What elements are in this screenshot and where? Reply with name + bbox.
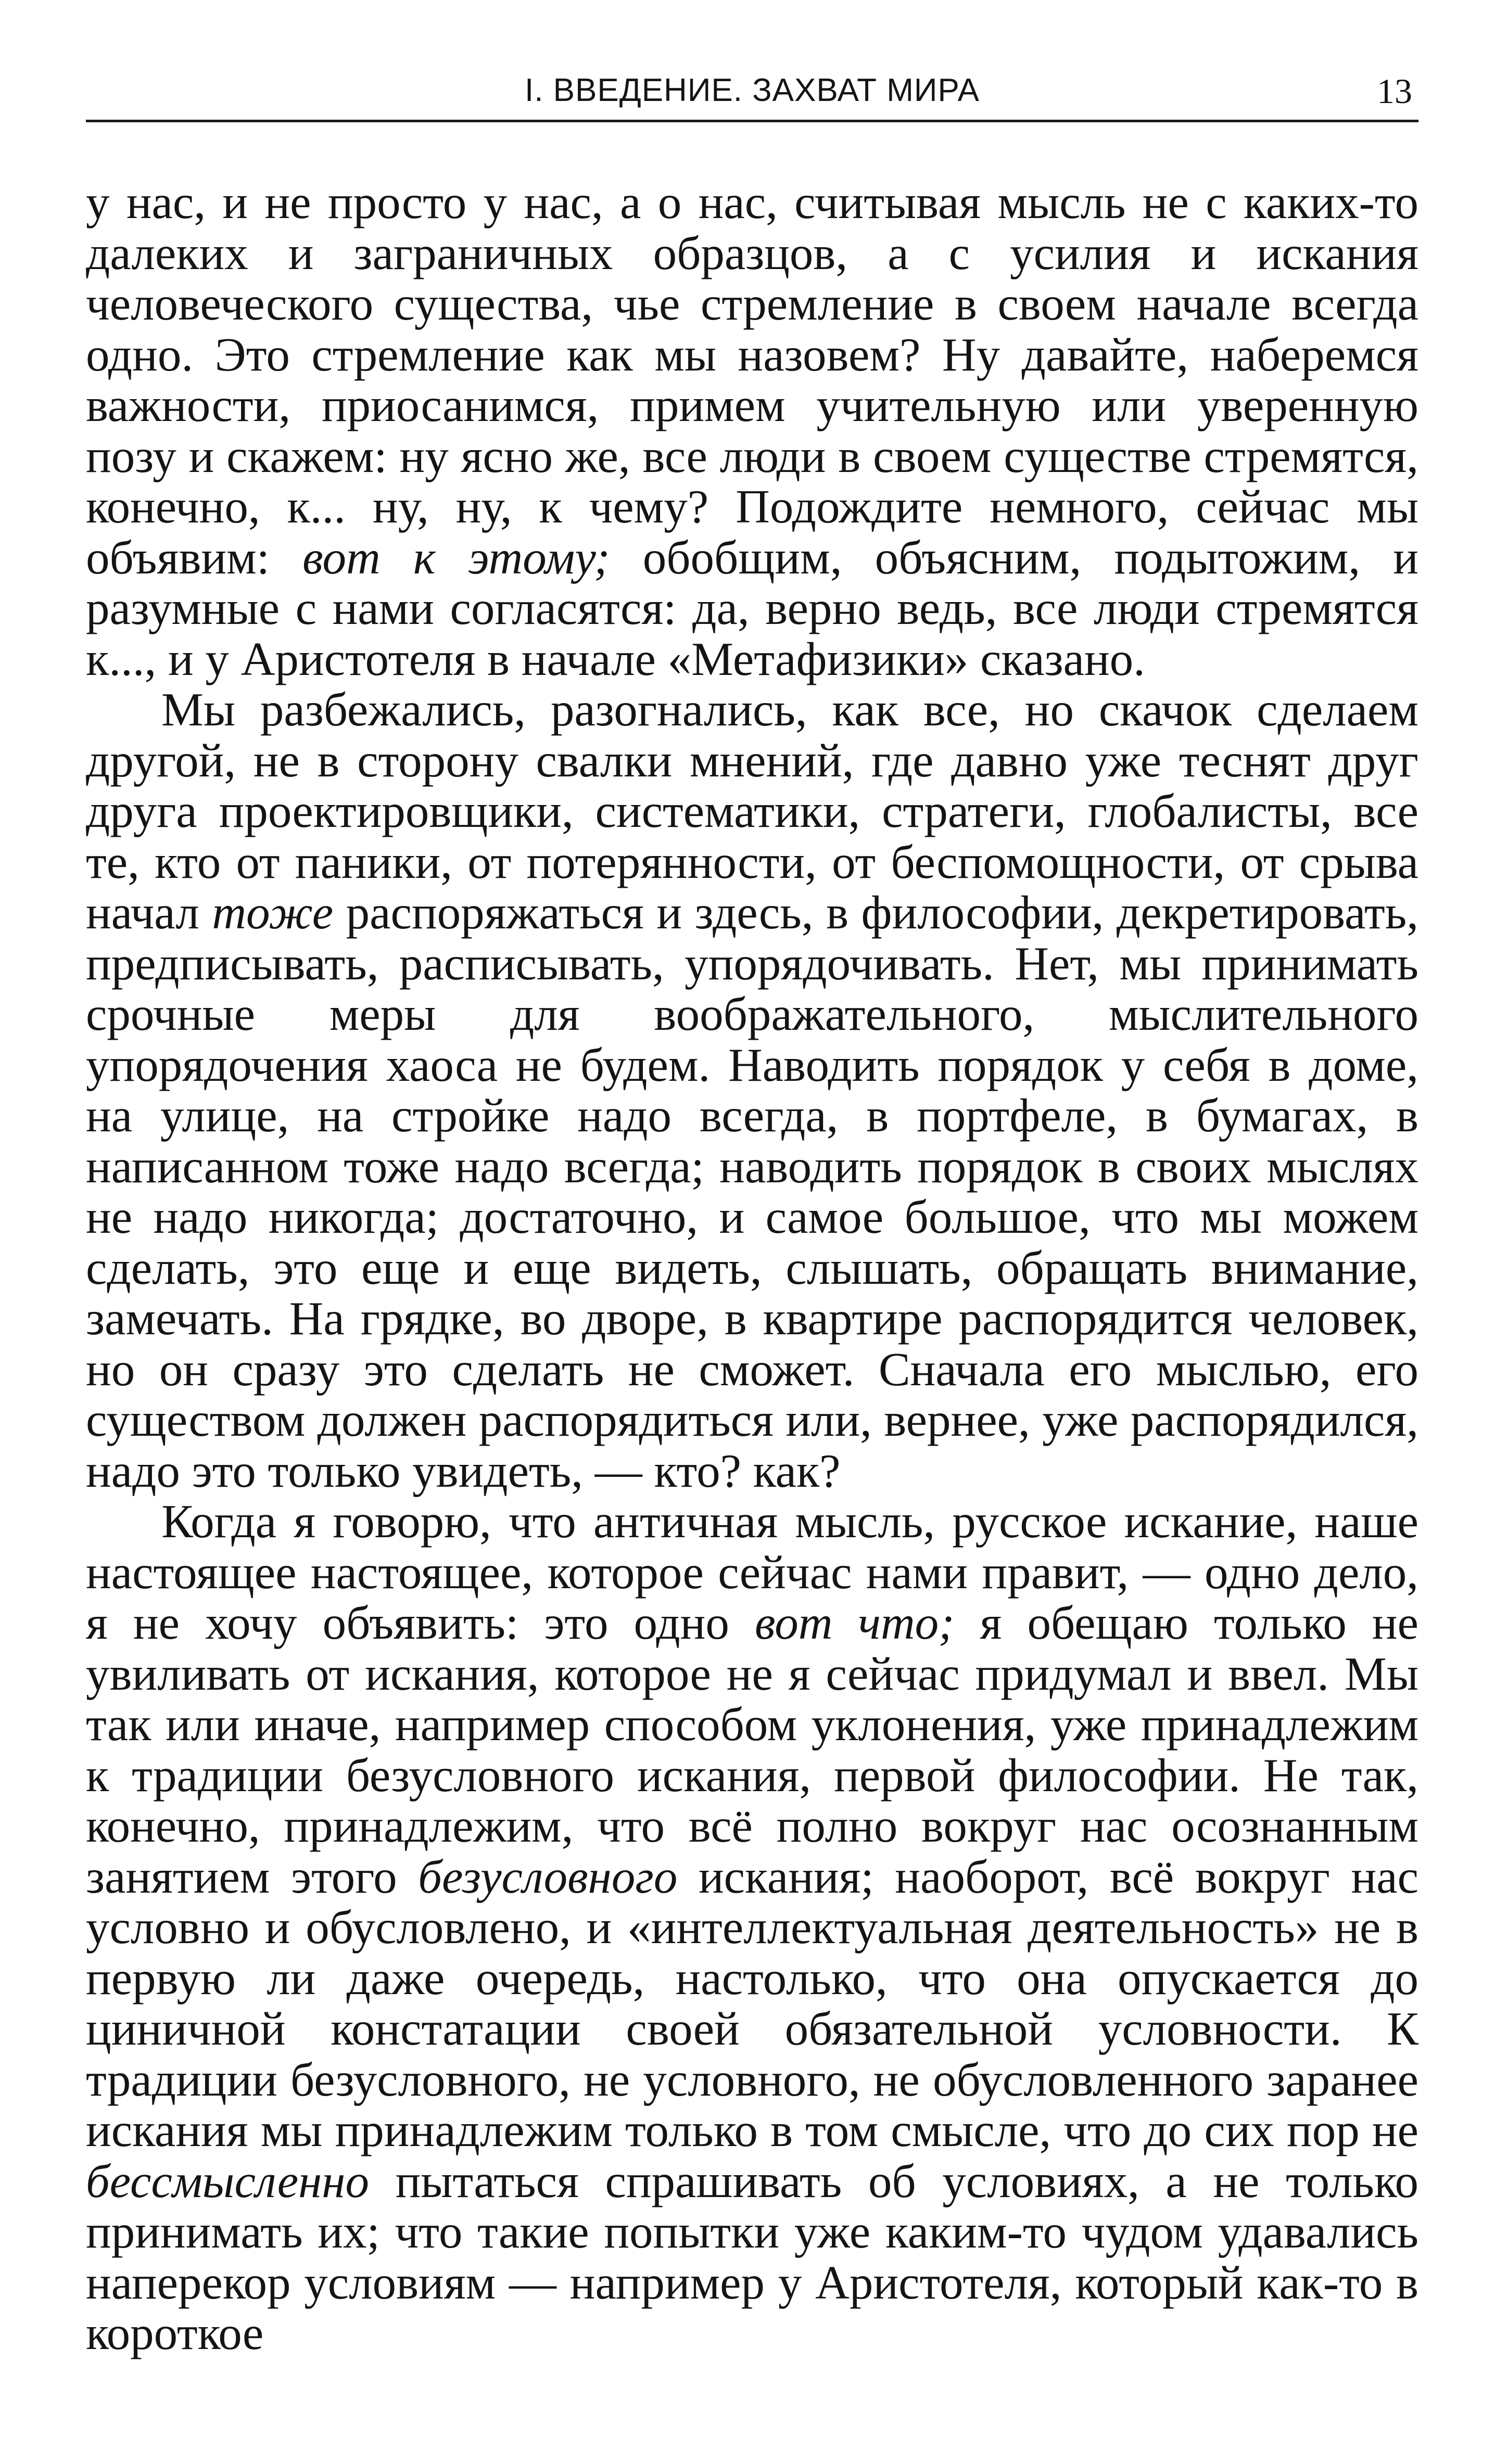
paragraph [86,1496,1418,2359]
text-segment: Мы разбежались, разогнались, как все, но скачок сделаем другой, не в сторону свалки мнений, где давно уже теснят друг друга проектировщики, систематики, стратеги, глобалисты, все те, кто от паники, от потерянности, от беспомощности, от срыва начал [86,683,1418,939]
text-segment: Когда я говорю, что античная мысль, русское искание, наше настоящее настоящее, которое сейчас нами правит, — одно дело, я не хочу объявить: это одно [86,1495,1418,1649]
text-segment: у нас, и не просто у нас, а о нас, считывая мысль не с каких-то далеких и заграничных образцов, а с усилия и искания человеческого существа, чье стремление в своем начале всегда одно. Это стремление как мы назовем? Ну давайте, наберемся важности, приосанимся, примем учительную или уверенную позу и скажем: ну ясно же, все люди в своем существе стремятся, конечно, к... ну, ну, к чему? Подождите немного, сейчас мы объявим: [86,176,1418,584]
italic-text-segment: безусловного [418,1850,678,1903]
italic-text-segment: тоже [212,886,334,939]
text-segment: обобщим, объясним, подытожим, и разумные с нами согласятся: да, верно ведь, все люди стремятся к..., и у Аристотеля в начале «Метафизики» сказано. [86,531,1418,685]
paragraph [86,177,1418,684]
running-header [86,68,1418,122]
paragraph [86,684,1418,1496]
running-title: I. ВВЕДЕНИЕ. ЗАХВАТ МИРА [524,72,980,108]
italic-text-segment: вот к этому; [302,531,610,584]
body-text [86,177,1418,2359]
italic-text-segment: бессмысленно [86,2154,369,2207]
text-segment: искания; наоборот, всё вокруг нас условно и обусловлено, и «интеллектуальная деятельность» не в первую ли даже очередь, настолько, что она опускается до циничной констатации своей обязательной условности. К традиции безусловного, не условного, не обусловленного заранее искания мы принадлежим только в том смысле, что до сих пор не [86,1850,1418,2156]
text-segment: распоряжаться и здесь, в философии, декретировать, предписывать, расписывать, упорядочивать. Нет, мы принимать срочные меры для воображательного, мыслительного упорядочения хаоса не будем. Наводить порядок у себя в доме, на улице, на стройке надо всегда, в портфеле, в бумагах, в написанном тоже надо всегда; наводить порядок в своих мыслях не надо никогда; достаточно, и самое большое, что мы можем сделать, это еще и еще видеть, слышать, обращать внимание, замечать. На грядке, во дворе, в квартире распорядится человек, но он сразу это сделать не сможет. Сначала его мыслью, его существом должен распорядиться или, вернее, уже распорядился, надо это только увидеть, — кто? как? [86,886,1418,1497]
page-number: 13 [1377,71,1412,111]
text-segment: пытаться спрашивать об условиях, а не только принимать их; что такие попытки уже каким-то чудом удавались наперекор условиям — например у Аристотеля, который как-то в короткое [86,2154,1418,2359]
text-segment: я обещаю только не увиливать от искания, которое не я сейчас придумал и ввел. Мы так или иначе, например способом уклонения, уже принадлежим к традиции безусловного искания, первой философии. Не так, конечно, принадлежим, что всё полно вокруг нас осознанным занятием этого [86,1597,1418,1903]
italic-text-segment: вот что; [754,1597,955,1649]
